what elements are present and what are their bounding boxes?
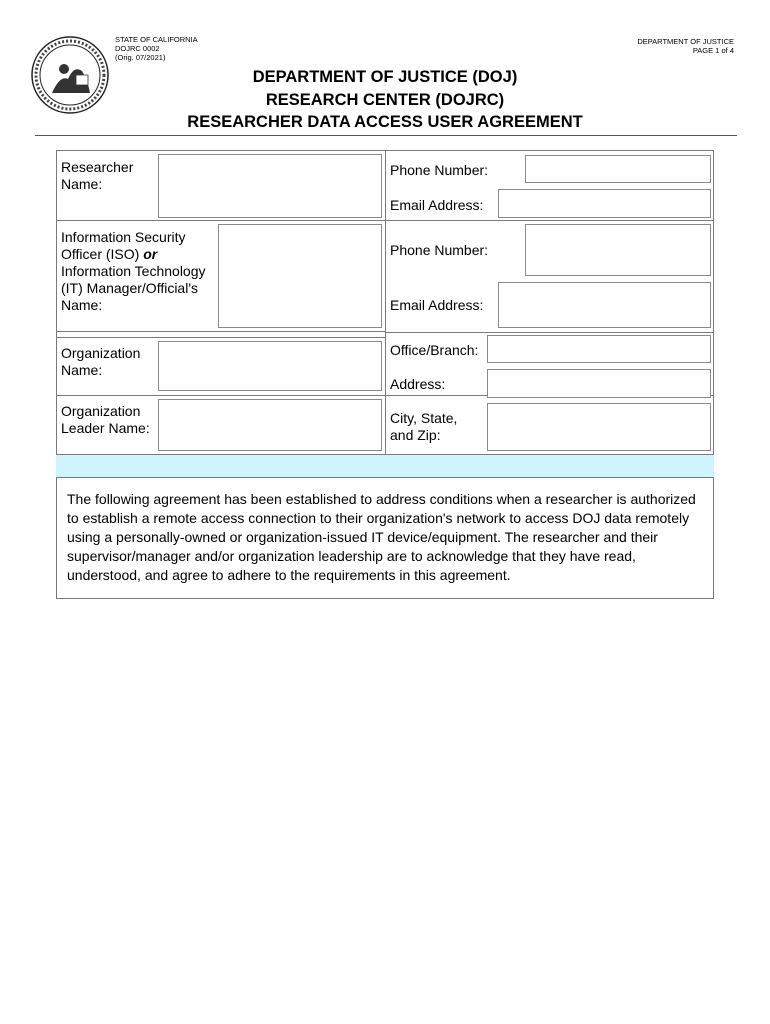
section-band — [56, 454, 714, 478]
city-state-zip-field[interactable] — [487, 403, 711, 451]
iso-name-field[interactable] — [218, 224, 382, 328]
form-orig-date: (Orig. 07/2021) — [115, 53, 166, 62]
form-number: DOJRC 0002 — [115, 44, 160, 53]
office-branch-field[interactable] — [487, 335, 711, 363]
department-label: DEPARTMENT OF JUSTICE — [637, 37, 734, 46]
page-number: PAGE 1 of 4 — [692, 46, 734, 55]
address-label: Address: — [390, 376, 446, 392]
title-line-2: RESEARCH CENTER (DOJRC) — [265, 91, 505, 109]
row-divider — [56, 337, 385, 338]
researcher-email-field[interactable] — [498, 189, 711, 218]
iso-name-label: Information Security Officer (ISO) or Information Technology (IT) Manager/Official's Name: — [61, 229, 206, 313]
iso-email-label: Email Address: — [390, 297, 484, 313]
iso-phone-field[interactable] — [525, 224, 711, 276]
title-line-3: RESEARCHER DATA ACCESS USER AGREEMENT — [187, 113, 583, 131]
row-divider — [56, 331, 385, 332]
iso-phone-label: Phone Number: — [390, 242, 489, 258]
address-field[interactable] — [487, 369, 711, 398]
organization-name-field[interactable] — [158, 341, 382, 391]
header-divider — [35, 135, 737, 136]
researcher-phone-label: Phone Number: — [390, 162, 489, 178]
researcher-name-label: Researcher Name: — [61, 159, 134, 192]
title-line-1: DEPARTMENT OF JUSTICE (DOJ) — [252, 68, 518, 86]
city-state-zip-label: City, State, and Zip: — [390, 410, 458, 443]
researcher-name-field[interactable] — [158, 154, 382, 218]
row-divider — [56, 220, 714, 221]
agreement-intro-text: The following agreement has been established to address conditions when a researcher is authorized to establish a remote access connection to their organization's network to access DOJ data remotely using a personally-owned or organization-issued IT device/equipment. The researcher and their supervisor/manager and/or organization leadership are to acknowledge that they have read, understood, and agree to adhere to the requirements in this agreement. — [67, 491, 696, 583]
row-divider — [385, 332, 714, 333]
state-label: STATE OF CALIFORNIA — [115, 35, 198, 44]
organization-leader-label: Organization Leader Name: — [61, 403, 150, 436]
organization-leader-field[interactable] — [158, 399, 382, 451]
form-header-right — [637, 37, 734, 55]
column-divider — [385, 150, 386, 454]
form-header-left — [115, 35, 198, 62]
organization-name-label: Organization Name: — [61, 345, 141, 378]
iso-email-field[interactable] — [498, 282, 711, 328]
researcher-email-label: Email Address: — [390, 197, 484, 213]
office-branch-label: Office/Branch: — [390, 342, 479, 358]
researcher-phone-field[interactable] — [525, 155, 711, 183]
